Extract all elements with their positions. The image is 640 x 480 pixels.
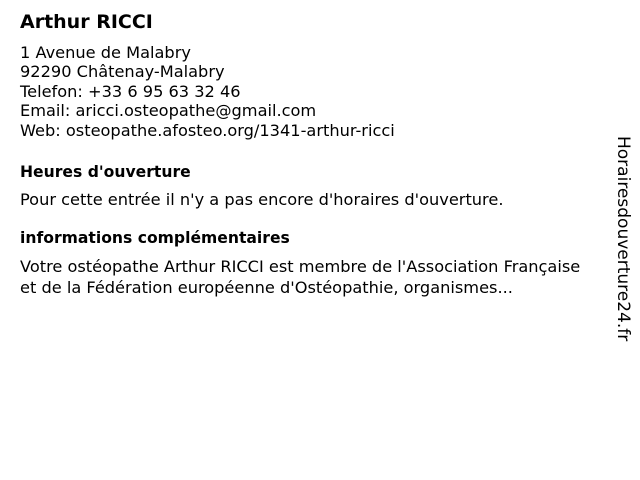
contact-block [20, 43, 595, 140]
additional-info-text: Votre ostéopathe Arthur RICCI est membre de l'Association Française et de la Fédération européenne d'Ostéopathie, organismes... [20, 257, 581, 298]
site-watermark: Horairesdouverture24.fr [613, 136, 633, 342]
address-city: 92290 Châtenay-Malabry [20, 62, 225, 82]
phone-number: Telefon: +33 6 95 63 32 46 [20, 81, 241, 101]
opening-hours-title: Heures d'ouverture [20, 163, 191, 182]
email-address: Email: aricci.osteopathe@gmail.com [20, 101, 317, 121]
additional-info-title: informations complémentaires [20, 229, 290, 248]
opening-hours-text: Pour cette entrée il n'y a pas encore d'horaires d'ouverture. [20, 190, 504, 210]
listing-card [20, 10, 595, 298]
address-street: 1 Avenue de Malabry [20, 43, 191, 62]
listing-name: Arthur RICCI [20, 11, 153, 33]
website-url: Web: osteopathe.afosteo.org/1341-arthur-ricci [20, 120, 395, 140]
